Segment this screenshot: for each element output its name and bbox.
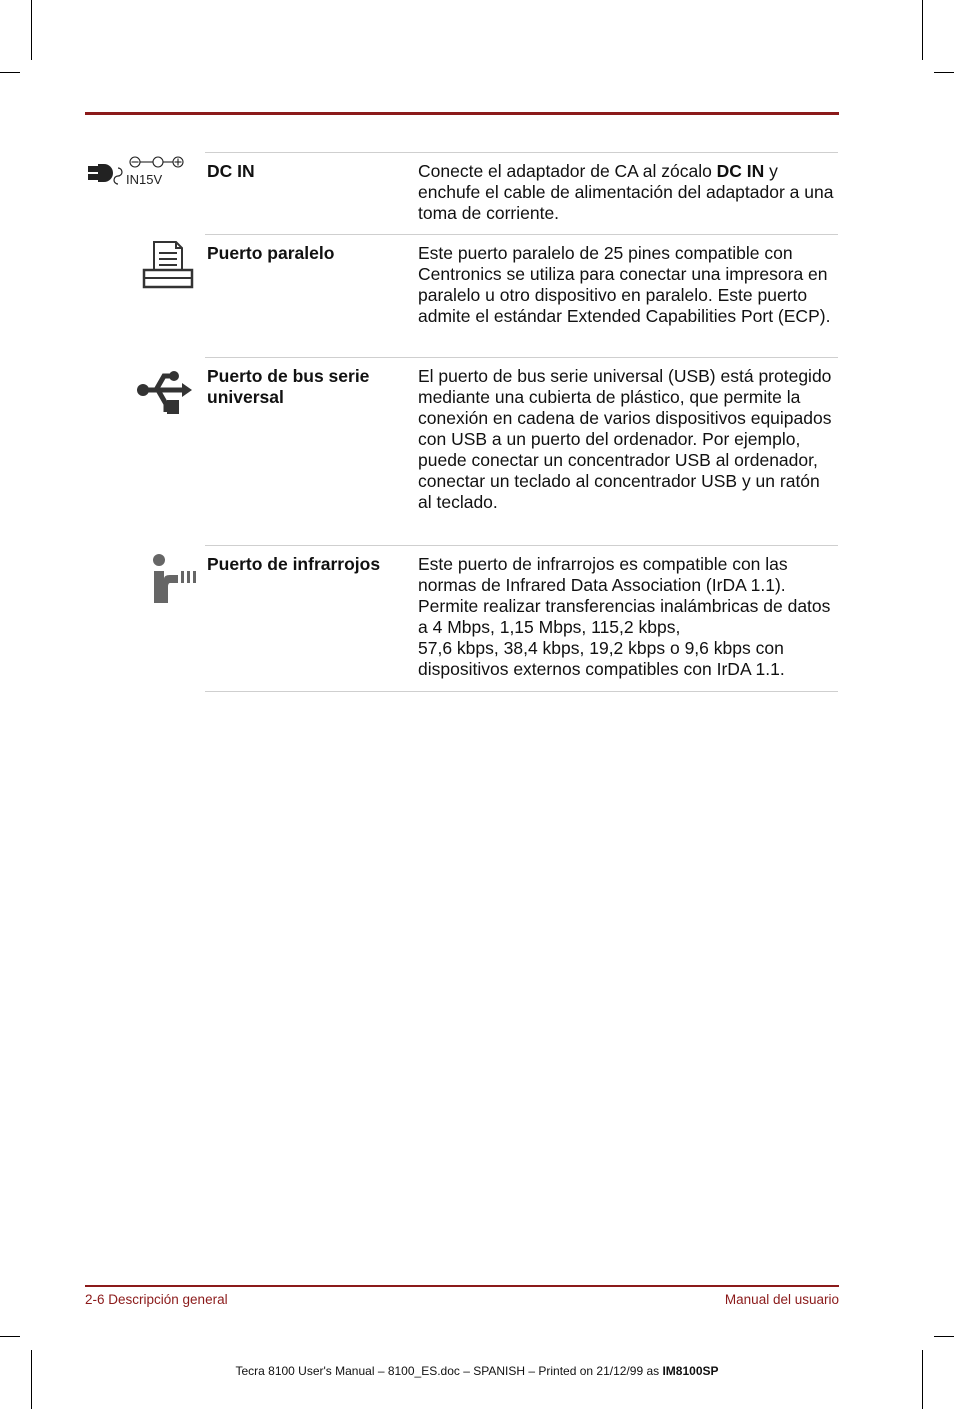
crop-mark [922,0,923,60]
row-term: Puerto de bus serie universal [207,366,370,407]
row-description: Este puerto paralelo de 25 pines compatible con Centronics se utiliza para conectar una impresora en paralelo u otro dispositivo en paralelo. Este puerto admite el estándar Extended Capabilities Port (ECP). [418,243,831,326]
table-row [205,152,838,235]
crop-mark [0,72,20,73]
footer-rule [85,1285,839,1287]
usb-icon [136,364,192,416]
header-rule [85,112,839,115]
row-term: Puerto paralelo [207,243,335,263]
crop-mark [934,1336,954,1337]
row-term: DC IN [207,161,255,181]
crop-mark [922,1350,923,1409]
table-row [205,545,838,692]
table-row [205,234,838,358]
table-row [205,357,838,546]
crop-mark [934,72,954,73]
row-description: Conecte el adaptador de CA al zócalo DC IN y enchufe el cable de alimentación del adaptador a una toma de corriente. [418,161,834,223]
infrared-icon [150,553,196,605]
crop-mark [0,1336,20,1337]
footer-manual-title: Manual del usuario [724,1292,839,1307]
crop-mark [31,1350,32,1409]
row-description: El puerto de bus serie universal (USB) está protegido mediante una cubierta de plástico, que permite la conexión en cadena de varios dispositivos equipados con USB a un puerto del ordenador. Por ejemplo, puede conectar un concentrador USB al ordenador, conectar un teclado al concentrador USB y un ratón al teclado. [418,366,832,512]
dc-in-plug-icon [88,156,188,190]
dc-in-icon-label: IN15V [126,172,163,187]
footer-section-label: 2-6 Descripción general [85,1292,228,1307]
row-term: Puerto de infrarrojos [207,554,381,574]
printer-icon [142,240,194,290]
row-description: Este puerto de infrarrojos es compatible con las normas de Infrared Data Association (IrDA 1.1). Permite realizar transferencias inalámbricas de datos a 4 Mbps, 1,15 Mbps, 115,2 kbps, 57,6 kbps, 38,4 kbps, 19,2 kbps o 9,6 kbps con dispositivos externos compatibles con IrDA 1.1. [418,554,831,679]
print-info: Tecra 8100 User's Manual – 8100_ES.doc – SPANISH – Printed on 21/12/99 as IM8100SP [235,1364,719,1378]
crop-mark [31,0,32,60]
